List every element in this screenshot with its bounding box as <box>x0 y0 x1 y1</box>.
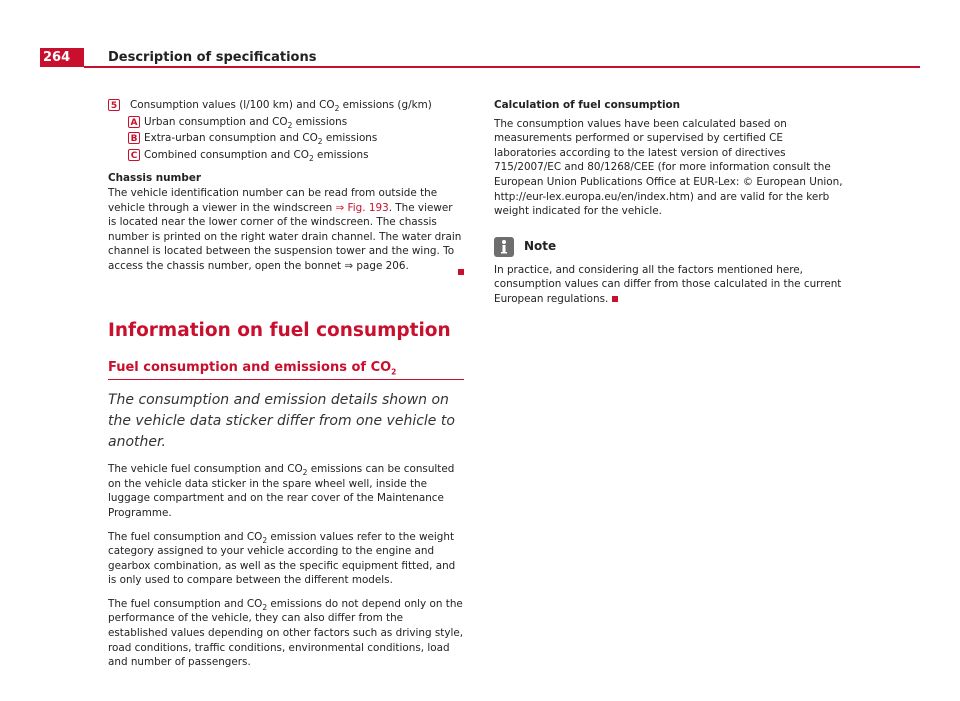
note-title: Note <box>524 239 557 254</box>
figure-legend-text: Consumption values (l/100 km) and CO <box>130 99 335 111</box>
subscript: 2 <box>262 602 268 612</box>
figure-link[interactable]: ⇒ Fig. 193 <box>335 201 389 214</box>
figure-legend-item-a <box>108 115 464 130</box>
figure-legend-title <box>108 98 464 113</box>
header-divider <box>84 66 920 68</box>
paragraph-text: The vehicle fuel consumption and CO <box>108 463 303 476</box>
sub-heading <box>108 359 464 380</box>
paragraph-text: The fuel consumption and CO <box>108 597 263 610</box>
legend-badge-c: C <box>128 149 140 161</box>
paragraph-text: emissions can be consulted on the vehicle data sticker in the spare wheel well, inside the luggage compartment and on the rear cover of the Maintenance Programme. <box>108 463 455 519</box>
subscript: 2 <box>308 153 314 163</box>
body-paragraph <box>108 462 464 520</box>
section-end-marker <box>612 296 618 302</box>
legend-text: Extra-urban consumption and CO <box>144 132 318 145</box>
legend-text: emissions <box>313 148 369 161</box>
chassis-text: . The viewer is located near the lower corner of the windscreen. The chassis number is printed on the right water drain channel. The water drain channel is located between the suspension tower and the wing. To access the chassis number, open the bonnet ⇒ page 206. <box>108 201 462 272</box>
note-paragraph <box>494 263 844 307</box>
sub-heading-text: Fuel consumption and emissions of CO <box>108 360 392 376</box>
lead-text: The consumption and emission details shown on the vehicle data sticker differ from one vehicle to another. <box>108 392 455 451</box>
subscript: 2 <box>302 468 308 478</box>
note-text: In practice, and considering all the factors mentioned here, consumption values can differ from those calculated in the current European regulations. <box>494 263 842 305</box>
subscript: 2 <box>262 535 268 545</box>
figure-legend-text: emissions (g/km) <box>339 99 432 111</box>
legend-text: emissions <box>322 132 378 145</box>
left-column <box>108 98 464 670</box>
chassis-text: The vehicle identification number can be read from outside the vehicle through a viewer in the windscreen <box>108 186 438 214</box>
page-header-title: Description of specifications <box>108 50 317 65</box>
body-paragraph <box>108 597 464 670</box>
page-number: 264 <box>40 48 84 67</box>
paragraph-text: emissions do not depend only on the performance of the vehicle, they can also differ from the established values depending on other factors such as driving style, road conditions, traffic conditions, environmental conditions, load and number of passengers. <box>108 597 464 669</box>
info-icon <box>494 237 514 257</box>
paragraph-text: The fuel consumption and CO <box>108 530 263 543</box>
subscript: 2 <box>287 120 293 130</box>
section-heading: Information on fuel consumption <box>108 320 451 342</box>
paragraph-text: emission values refer to the weight category assigned to your vehicle according to the engine and gearbox combination, as well as the specific equipment fitted, and is only used to compare between the different models. <box>108 530 456 587</box>
legend-badge-b: B <box>128 132 140 144</box>
legend-badge-a: A <box>128 116 140 128</box>
subscript: 2 <box>317 137 323 147</box>
legend-text: Urban consumption and CO <box>144 115 288 128</box>
chassis-paragraph <box>108 186 464 274</box>
note-header <box>494 237 844 257</box>
calc-heading: Calculation of fuel consumption <box>494 99 681 111</box>
section-end-marker <box>458 269 464 275</box>
legend-text: emissions <box>292 115 348 128</box>
figure-legend-item-b <box>108 131 464 146</box>
subscript: 2 <box>391 367 397 377</box>
body-paragraph <box>108 530 464 588</box>
calc-paragraph: The consumption values have been calculated based on measurements performed or supervised by certified CE laboratories according to the latest version of directives 715/2007/EC and 80/1268/CEE (for more information consult the European Union Publications Office at EUR-Lex: © European Union, http://eur-lex.europa.eu/en/index.htm) and are valid for the kerb weight indicated for the vehicle. <box>494 117 843 218</box>
right-column <box>494 98 844 307</box>
figure-badge: 5 <box>108 99 120 111</box>
figure-legend-item-c <box>108 148 464 163</box>
legend-text: Combined consumption and CO <box>144 148 309 161</box>
subscript: 2 <box>334 104 340 114</box>
chassis-heading: Chassis number <box>108 172 201 185</box>
